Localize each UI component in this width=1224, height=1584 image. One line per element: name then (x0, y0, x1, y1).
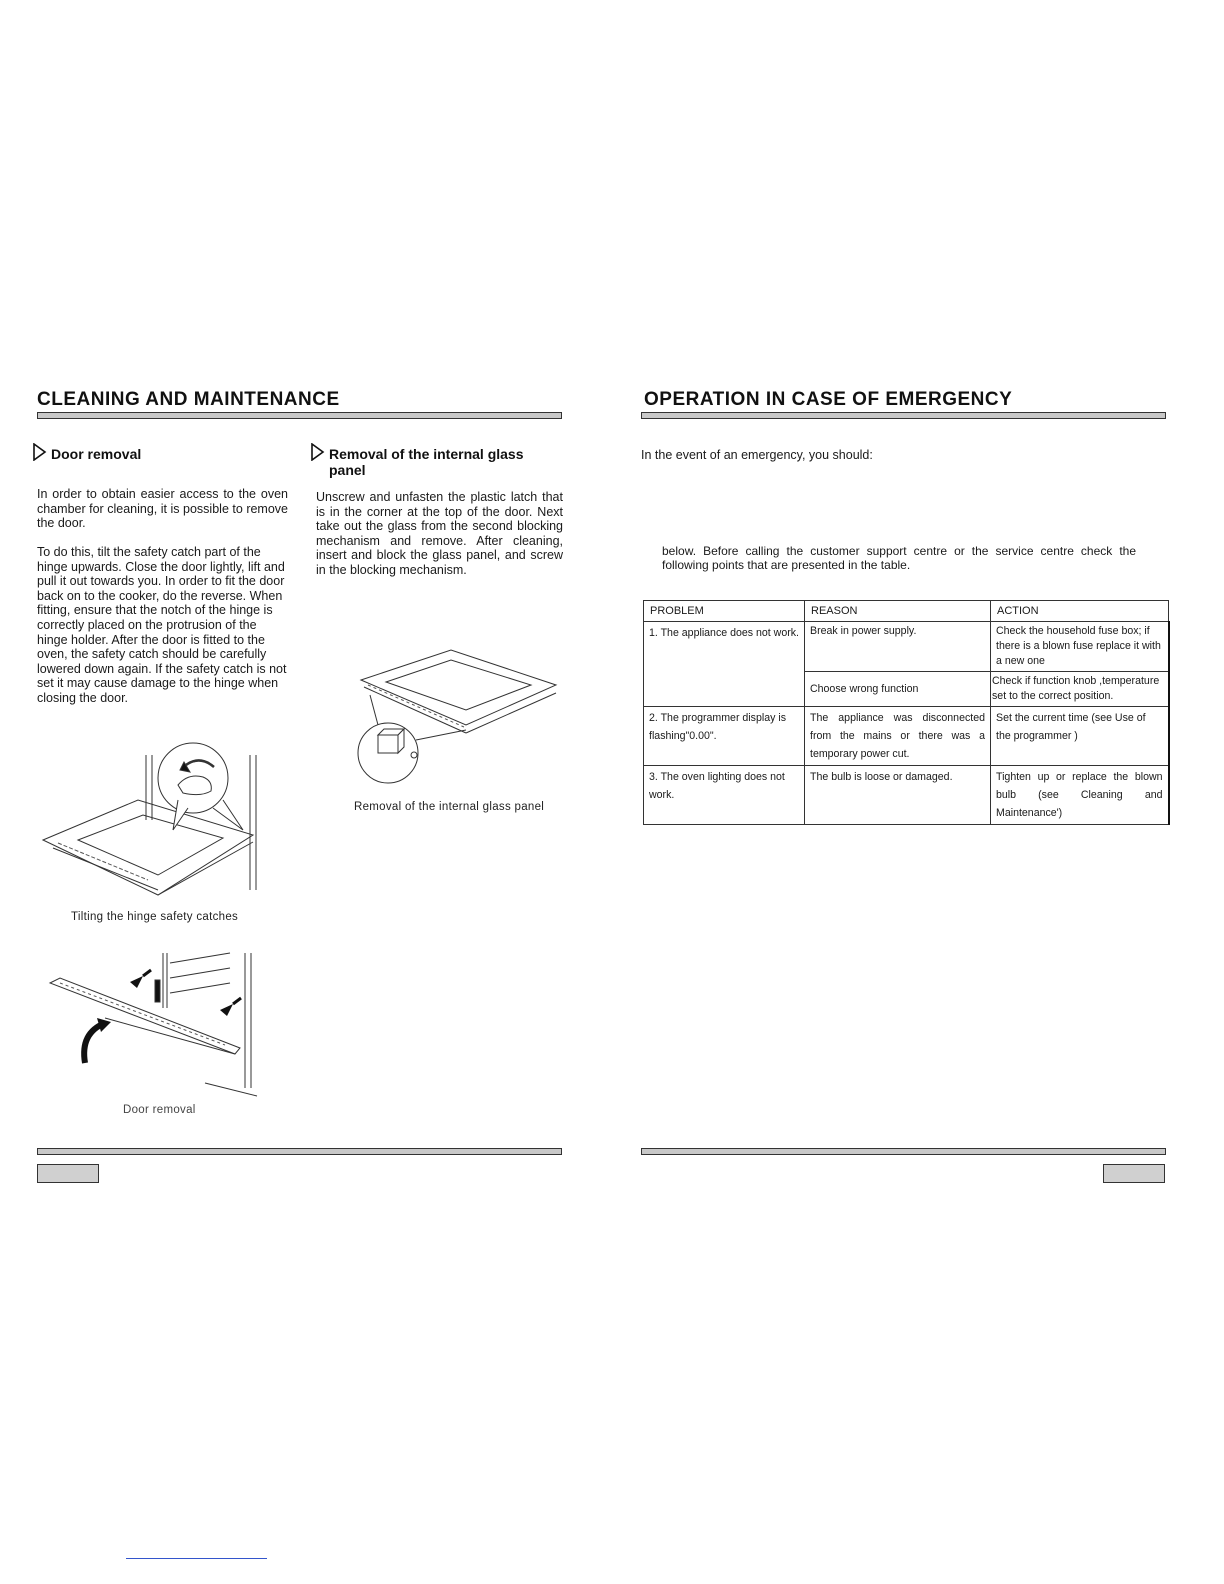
triangle-bullet-icon (33, 443, 47, 461)
table-cell-problem: 1. The appliance does not work. (644, 622, 805, 707)
emergency-intro: In the event of an emergency, you should: (641, 448, 873, 462)
table-header-cell: ACTION (991, 601, 1169, 622)
table-row (644, 622, 1169, 672)
left-footer-rule (37, 1148, 562, 1155)
table-cell-action: Check the household fuse box; if there is a blown fuse replace it with a new one (991, 622, 1169, 672)
right-page-number-box (1103, 1164, 1165, 1183)
door-removal-para1: In order to obtain easier access to the oven chamber for cleaning, it is possible to remove the door. (37, 487, 288, 531)
door-removal-heading: Door removal (51, 446, 142, 462)
glass-removal-heading-line2: panel (329, 462, 366, 478)
table-cell-reason: The bulb is loose or damaged. (805, 766, 991, 825)
left-title-rule (37, 412, 562, 419)
troubleshooting-table (643, 600, 1170, 825)
figure1-caption: Tilting the hinge safety catches (71, 911, 239, 923)
left-section-title: CLEANING AND MAINTENANCE (37, 389, 340, 410)
table-row (644, 766, 1169, 825)
figure2-caption: Door removal (123, 1104, 196, 1116)
triangle-bullet-icon (311, 443, 325, 461)
door-removal-illustration (45, 948, 260, 1098)
table-cell-problem: 2. The programmer display is flashing"0.00". (644, 707, 805, 766)
figure3-caption: Removal of the internal glass panel (354, 801, 545, 813)
glass-removal-heading-line1: Removal of the internal glass (329, 446, 524, 462)
table-cell-problem: 3. The oven lighting does not work. (644, 766, 805, 825)
table-header-cell: PROBLEM (644, 601, 805, 622)
left-page-number-box (37, 1164, 99, 1183)
right-footer-rule (641, 1148, 1166, 1155)
emergency-note: below. Before calling the customer support centre or the service centre check the following points that are presented in the table. (662, 544, 1136, 572)
table-header-cell: REASON (805, 601, 991, 622)
glass-removal-para: Unscrew and unfasten the plastic latch that is in the corner at the top of the door. Next take out the glass from the second blocking mechanism and remove. After cleaning, insert and block the glass panel, and screw in the blocking mechanism. (316, 490, 563, 577)
table-cell-action: Set the current time (see Use of the programmer ) (991, 707, 1169, 766)
table-cell-action: Check if function knob ,temperature set to the correct position. (991, 672, 1169, 707)
hinge-safety-catch-illustration (38, 730, 268, 905)
table-header-row (644, 601, 1169, 622)
table-cell-reason: The appliance was disconnected from the mains or there was a temporary power cut. (805, 707, 991, 766)
door-removal-para2: To do this, tilt the safety catch part of the hinge upwards. Close the door lightly, lift and pull it out towards you. In order to fit the door back on to the cooker, do the reverse. When fitting, ensure that the notch of the hinge is correctly placed on the protrusion of the hinge holder. After the door is fitted to the oven, the safety catch should be carefully lowered down again. If the safety catch is not set it may cause damage to the hinge when closing the door. (37, 545, 287, 705)
table-cell-action: Tighten up or replace the blown bulb (see Cleaning and Maintenance') (991, 766, 1169, 825)
footer-link-underline (126, 1558, 267, 1559)
glass-removal-heading (329, 446, 565, 478)
table-cell-reason: Choose wrong function (805, 672, 991, 707)
glass-panel-illustration (356, 645, 566, 795)
right-section-title: OPERATION IN CASE OF EMERGENCY (644, 389, 1013, 410)
right-title-rule (641, 412, 1166, 419)
table-cell-reason: Break in power supply. (805, 622, 991, 672)
table-row (644, 707, 1169, 766)
